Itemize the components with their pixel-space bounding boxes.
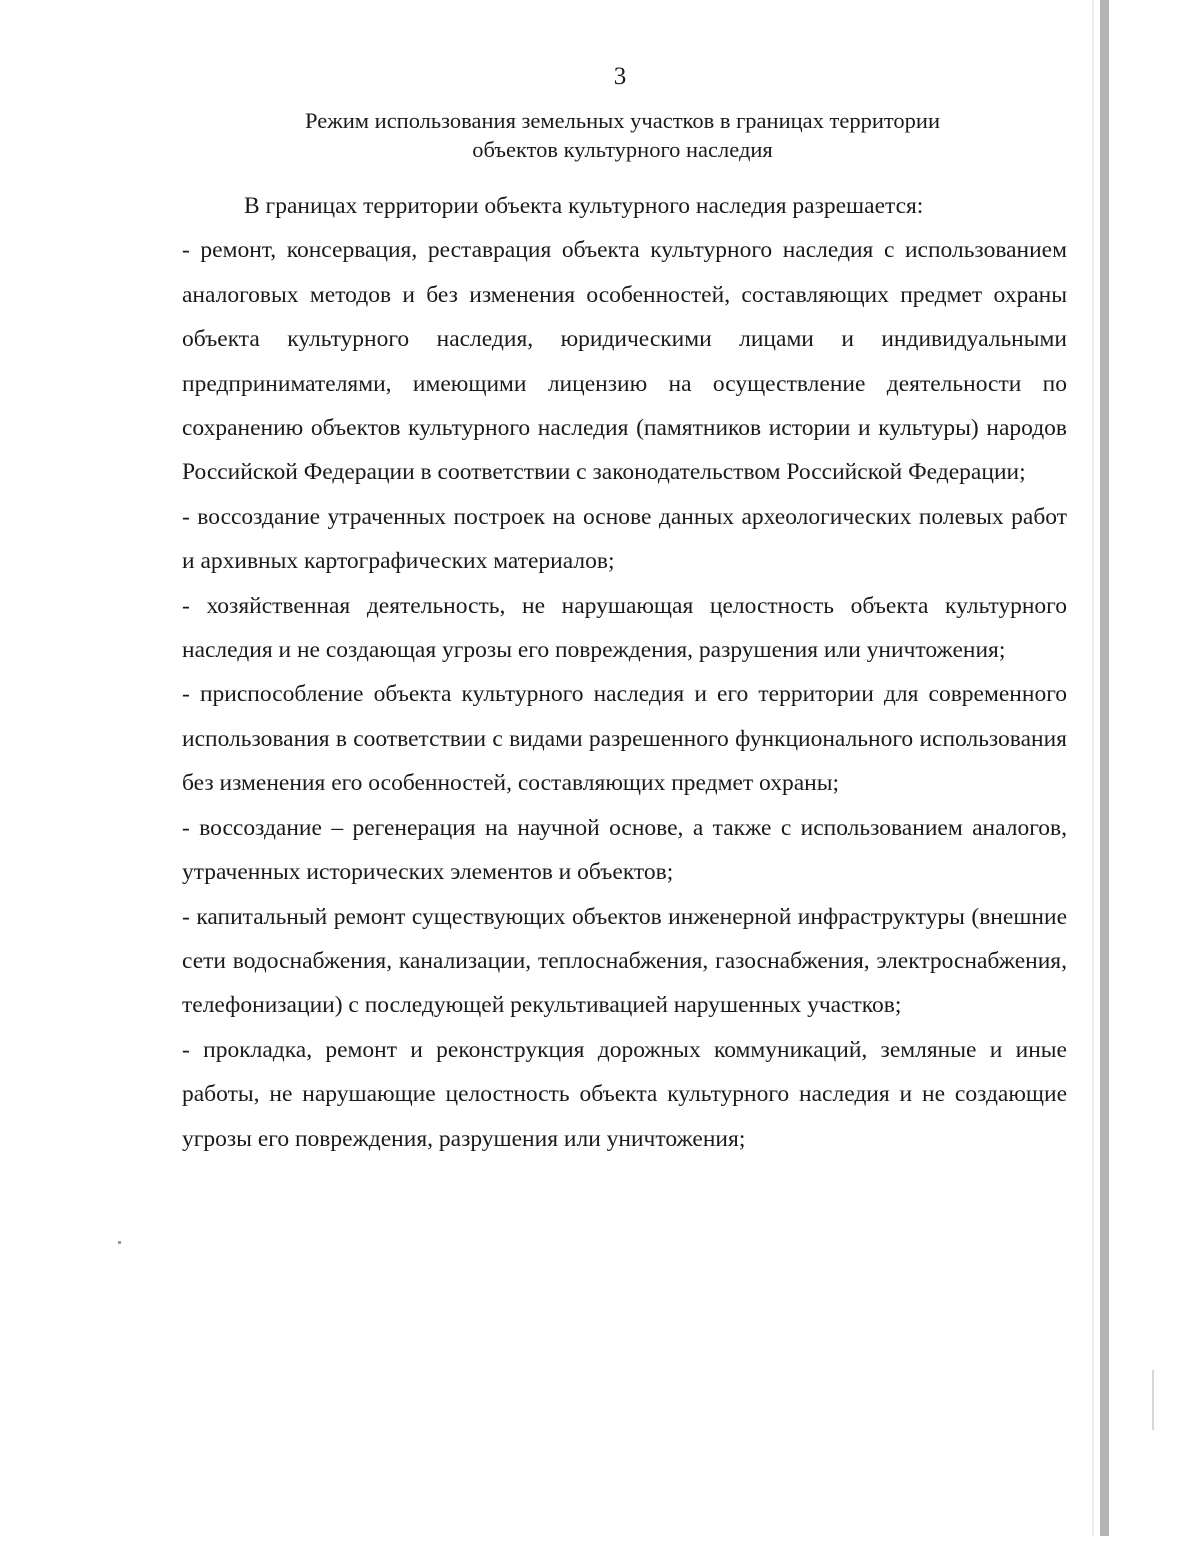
scan-speck [1152,1370,1154,1430]
document-body [182,184,1067,1161]
page-number: 3 [613,63,627,90]
list-item: - воссоздание – регенерация на научной основе, а также с использованием аналогов, утраченных исторических элементов и объектов; [182,814,1067,886]
scan-edge-shadow [1100,0,1109,1536]
intro-paragraph: В границах территории объекта культурного наследия разрешается: [244,193,924,219]
list-item: - ремонт, консервация, реставрация объекта культурного наследия с использованием аналоговых методов и без изменения особенностей, составляющих предмет охраны объекта культурного наследия, юридическими лицами и индивидуальными предпринимателями, имеющими лицензию на осуществление деятельности по сохранению объектов культурного наследия (памятников истории и культуры) народов Российской Федерации в соответствии с законодательством Российской Федерации; [182,237,1067,486]
section-title-line-1: Режим использования земельных участков в границах территории [305,108,940,133]
list-item: - приспособление объекта культурного наследия и его территории для современного использования в соответствии с видами разрешенного функционального использования без изменения его особенностей, составляющих предмет охраны; [182,681,1067,797]
section-title-line-2: объектов культурного наследия [472,137,773,162]
list-item: - воссоздание утраченных построек на основе данных археологических полевых работ и архивных картографических материалов; [182,503,1067,575]
list-item: - капитальный ремонт существующих объектов инженерной инфраструктуры (внешние сети водоснабжения, канализации, теплоснабжения, газоснабжения, электроснабжения, телефонизации) с последующей рекультивацией нарушенных участков; [182,903,1067,1019]
section-title [240,106,1005,164]
list-item: - хозяйственная деятельность, не нарушающая целостность объекта культурного наследия и не создающая угрозы его повреждения, разрушения или уничтожения; [182,592,1067,664]
scan-edge-highlight [1092,0,1094,1536]
list-item: - прокладка, ремонт и реконструкция дорожных коммуникаций, земляные и иные работы, не нарушающие целостность объекта культурного наследия и не создающие угрозы его повреждения, разрушения или уничтожения; [182,1036,1067,1152]
scan-speck [118,1241,121,1244]
